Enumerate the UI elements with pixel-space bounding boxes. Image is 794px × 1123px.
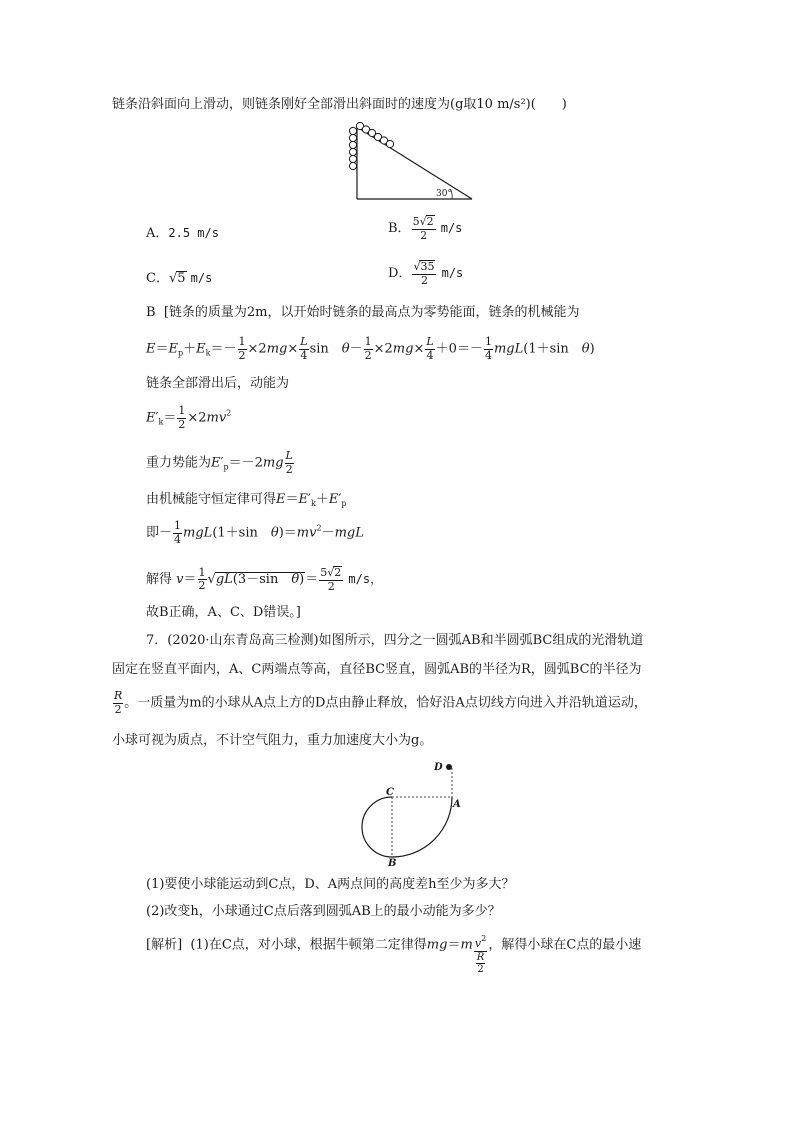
option-a[interactable] bbox=[146, 227, 219, 240]
solution-line-1: B [链条的质量为2m，以开始时链条的最高点为零势能面，链条的机械能为 bbox=[146, 305, 580, 320]
solution-kinetic-equation: $E'_k=$ $\frac{1}{2}$ $\times 2mv^2$ bbox=[146, 404, 232, 431]
analysis-tag: [解析] bbox=[146, 937, 183, 953]
option-d-unit: m/s bbox=[441, 266, 464, 281]
q7-line-2: 固定在竖直平面内，A、C两端点等高，直径BC竖直，圆弧AB的半径为R，圆弧BC的半径为 bbox=[112, 662, 642, 677]
centripetal-fraction: $\frac{v^2}{\frac{R}{2}}$ bbox=[474, 934, 487, 976]
solution-line-3: 链条全部滑出后，动能为 bbox=[146, 376, 290, 391]
option-c-radicand: 5 bbox=[177, 271, 186, 286]
solution-answer: B bbox=[146, 305, 156, 320]
option-a-value: 2.5 m/s bbox=[168, 226, 219, 240]
q6-stem: 链条沿斜面向上滑动，则链条刚好全部滑出斜面时的速度为(g取10 m/s²)( ) bbox=[112, 97, 567, 112]
label-c: C bbox=[386, 787, 394, 798]
label-b: B bbox=[388, 858, 397, 867]
option-c-unit: m/s bbox=[190, 271, 213, 285]
q7-line-4: 小球可视为质点，不计空气阻力，重力加速度大小为g。 bbox=[112, 733, 433, 748]
track-figure bbox=[355, 755, 465, 867]
option-d-label: D． bbox=[388, 266, 412, 282]
q7-analysis-line: [解析] (1)在C点，对小球，根据牛顿第二定律得mg＝m $\frac{v^2}{\frac{R}{2}}$ ，解得小球在C点的最小速 bbox=[146, 934, 642, 976]
semicircle-bc bbox=[362, 797, 392, 857]
option-c-label: C． bbox=[146, 271, 169, 286]
option-d-fraction: $\frac{√35}{2}$ bbox=[413, 260, 435, 287]
solution-conclusion: 故B正确，A、C、D错误。] bbox=[146, 605, 301, 620]
ball-d bbox=[446, 764, 452, 770]
q7-line-3: $\frac{R}{2}$ 。一质量为m的小球从A点上方的D点由静止释放，恰好沿A点切线方向进入并沿轨道运动， bbox=[114, 689, 647, 716]
solution-potential-line: 重力势能为$E'_p=-2mg$ $\frac{L}{2}$ bbox=[146, 449, 293, 476]
angle-label: 30° bbox=[436, 189, 452, 199]
option-b-label: B． bbox=[388, 221, 411, 237]
solution-conservation-line: 由机械能守恒定律可得$E=E'_k+E'_p$ bbox=[146, 492, 347, 508]
option-b-fraction: $\frac{5√2}{2}$ bbox=[412, 215, 434, 242]
q7-line-1: 7．(2020·山东青岛高三检测)如图所示，四分之一圆弧AB和半圆弧BC组成的光滑轨道 bbox=[146, 633, 644, 648]
label-a: A bbox=[453, 799, 461, 810]
incline-figure bbox=[340, 122, 480, 204]
solution-energy-equation: $E=E_p+E_k=-$ $\frac{1}{2}$ ×2mg× $\frac{L}{4}$ sin θ－ $\frac{1}{2}$ ×2mg× $\frac{L}{4}$ ＋0＝－ $\frac{1}{4}$ mgL(1＋sin θ) bbox=[146, 335, 595, 362]
solution-equation-line: 即－ $\frac{1}{4}$ mgL(1＋sin $\theta)=mv^2-mgL$ bbox=[146, 519, 364, 546]
label-d: D bbox=[434, 762, 443, 773]
option-a-label: A． bbox=[146, 226, 169, 241]
option-b[interactable] bbox=[388, 215, 462, 242]
q7-radius-fraction: $\frac{R}{2}$ bbox=[114, 689, 123, 716]
q7-subquestion-1: (1)要使小球能运动到C点，D、A两点间的高度差h至少为多大？ bbox=[146, 877, 515, 892]
chain-links bbox=[349, 122, 393, 169]
quarter-arc-ab bbox=[392, 797, 452, 857]
option-c[interactable]: C．√5 m/s bbox=[146, 271, 213, 286]
q7-subquestion-2: (2)改变h，小球通过C点后落到圆弧AB上的最小动能为多少？ bbox=[146, 904, 501, 919]
solution-result-line: 解得 v＝ $\frac{1}{2}$ √gL(3－sin θ)＝ $\frac{5√2}{2}$ m/s， bbox=[146, 565, 383, 593]
option-b-unit: m/s bbox=[440, 221, 463, 236]
option-d[interactable] bbox=[388, 260, 463, 287]
